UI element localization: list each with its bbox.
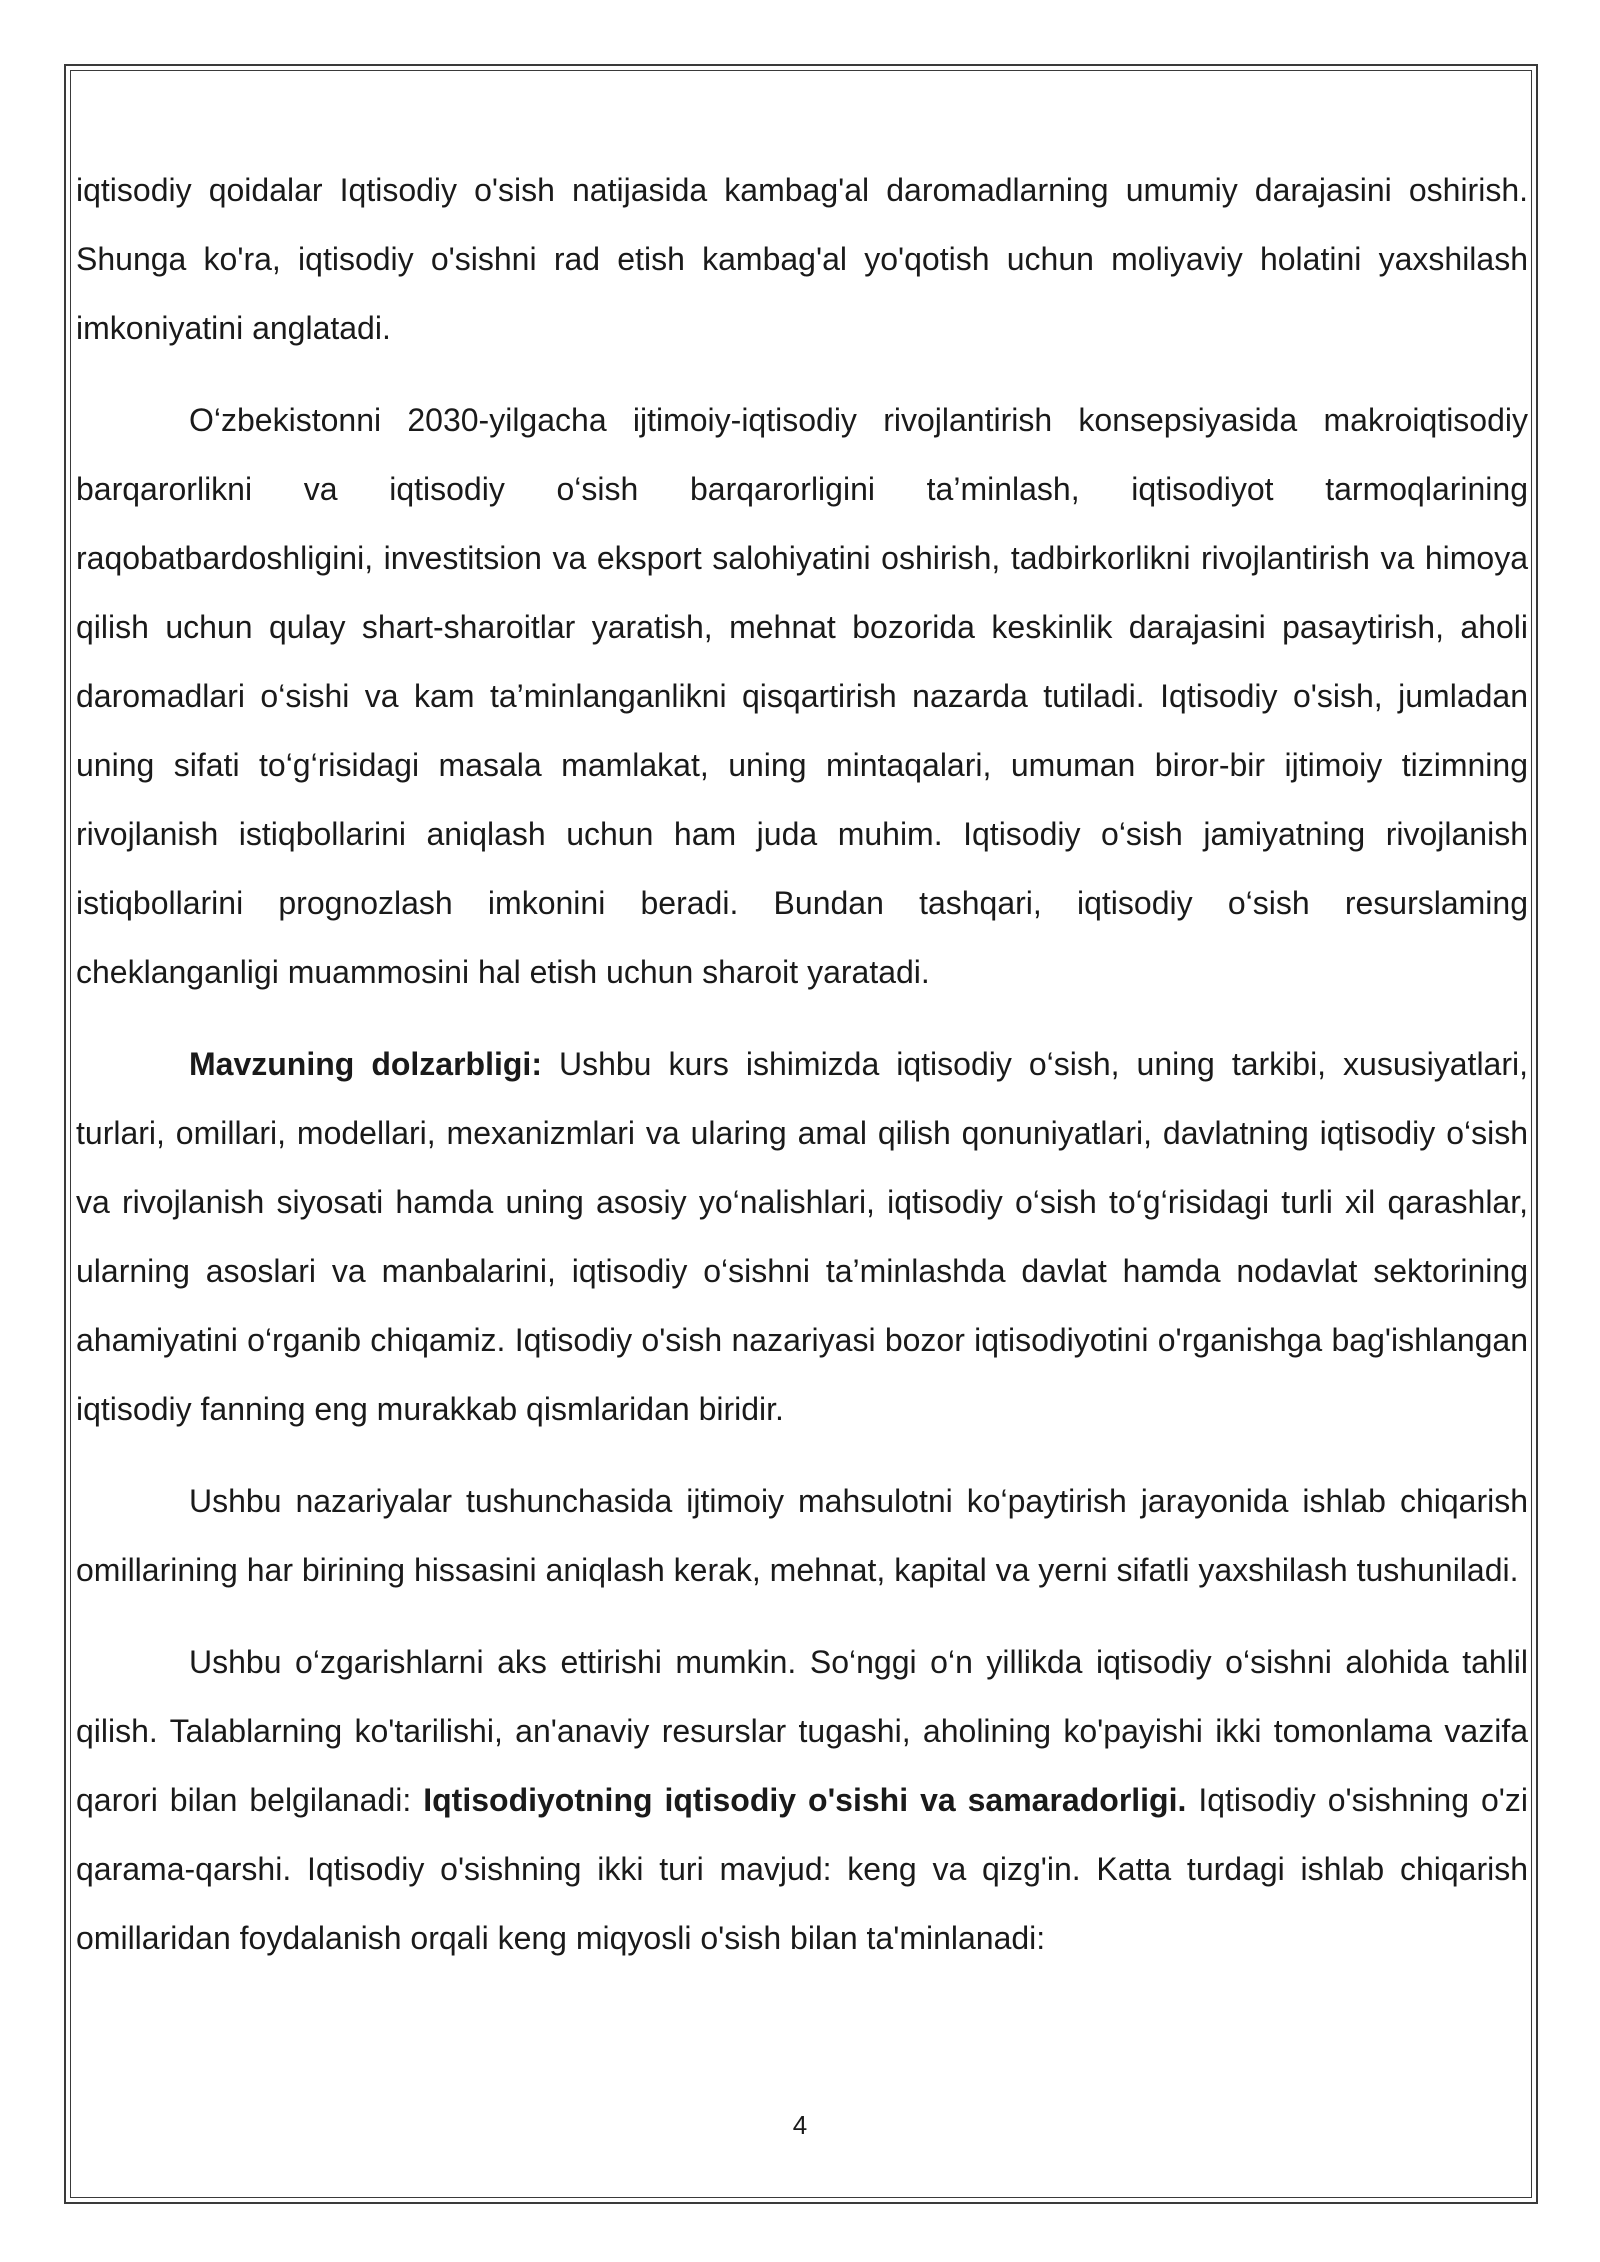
paragraph-5-bold-phrase: Iqtisodiyotning iqtisodiy o'sishi va samaradorligi.: [423, 1782, 1187, 1818]
paragraph-5-text-before: Ushbu o‘zgarishlarni aks ettirishi mumkin. So‘nggi o‘n yillikda iqtisodiy o‘sishni alohida tahlil qilish. Talablarning ko'tarilishi, an'anaviy resurslar tugashi, aholining ko'payishi ikki tomonlama vazifa qarori bilan belgilanadi:: [76, 1644, 1528, 1818]
paragraph-1-text: iqtisodiy qoidalar Iqtisodiy o'sish natijasida kambag'al daromadlarning umumiy darajasini oshirish. Shunga ko'ra, iqtisodiy o'sishni rad etish kambag'al yo'qotish uchun moliyaviy holatini yaxshilash imkoniyatini anglatadi.: [76, 172, 1528, 346]
paragraph-5-text-after: Iqtisodiy o'sishning o'zi qarama-qarshi. Iqtisodiy o'sishning ikki turi mavjud: keng va qizg'in. Katta turdagi ishlab chiqarish omillaridan foydalanish orqali keng miqyosli o'sish bilan ta'minlanadi:: [76, 1782, 1529, 1956]
paragraph-2-text: O‘zbekistonni 2030-yilgacha ijtimoiy-iqtisodiy rivojlantirish konsepsiyasida makroiqtisodiy barqarorlikni va iqtisodiy o‘sish barqarorligini ta’minlash, iqtisodiyot tarmoqlarining raqobatbardoshligini, investitsion va eksport salohiyatini oshirish, tadbirkorlikni rivojlantirish va himoya qilish uchun qulay shart-sharoitlar yaratish, mehnat bozorida keskinlik darajasini pasaytirish, aholi daromadlari o‘sishi va kam ta’minlanganlikni qisqartirish nazarda tutiladi. Iqtisodiy o'sish, jumladan uning sifati to‘g‘risidagi masala mamlakat, uning mintaqalari, umuman biror-bir ijtimoiy tizimning rivojlanish istiqbollarini aniqlash uchun ham juda muhim. Iqtisodiy o‘sish jamiyatning rivojlanish istiqbollarini prognozlash imkonini beradi. Bundan tashqari, iqtisodiy o‘sish resurslaming cheklanganligi muammosini hal etish uchun sharoit yaratadi.: [76, 402, 1528, 990]
paragraph-5: [76, 1628, 1528, 1973]
paragraph-4: [76, 1467, 1528, 1605]
paragraph-2: [76, 386, 1528, 1007]
paragraph-1: [76, 156, 1528, 363]
paragraph-3-text: Ushbu kurs ishimizda iqtisodiy o‘sish, uning tarkibi, xususiyatlari, turlari, omillari, modellari, mexanizmlari va ularing amal qilish qonuniyatlari, davlatning iqtisodiy o‘sish va rivojlanish siyosati hamda uning asosiy yo‘nalishlari, iqtisodiy o‘sish to‘g‘risidagi turli xil qarashlar, ularning asoslari va manbalarini, iqtisodiy o‘sishni ta’minlashda davlat hamda nodavlat sektorining ahamiyatini o‘rganib chiqamiz. Iqtisodiy o'sish nazariyasi bozor iqtisodiyotini o'rganishga bag'ishlangan iqtisodiy fanning eng murakkab qismlaridan biridir.: [76, 1046, 1529, 1427]
paragraph-3: [76, 1030, 1528, 1444]
paragraph-4-text: Ushbu nazariyalar tushunchasida ijtimoiy mahsulotni ko‘paytirish jarayonida ishlab chiqarish omillarining har birining hissasini aniqlash kerak, mehnat, kapital va yerni sifatli yaxshilash tushuniladi.: [76, 1483, 1528, 1588]
page-number: 4: [792, 2110, 808, 2140]
paragraph-3-heading: Mavzuning dolzarbligi:: [189, 1046, 542, 1082]
document-body: [76, 156, 1528, 1996]
